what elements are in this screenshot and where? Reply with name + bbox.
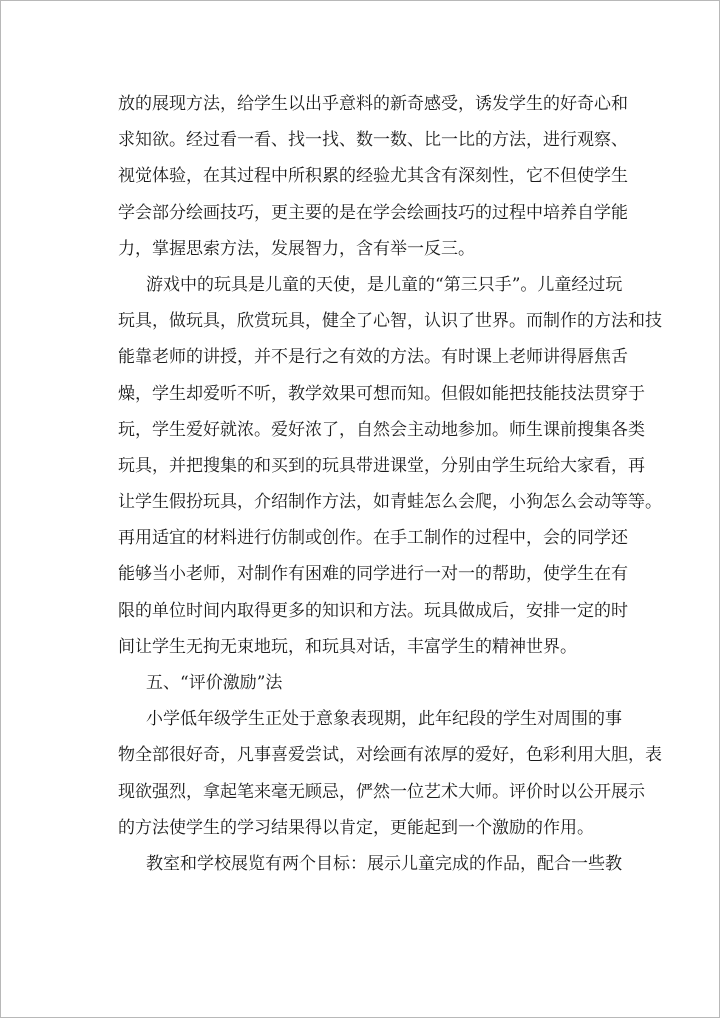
text-line: 再用适宜的材料进行仿制或创作。在手工制作的过程中，会的同学还 [118, 528, 628, 549]
paragraph-first-line: 小学低年级学生正处于意象表现期，此年纪段的学生对周围的事 [146, 709, 622, 730]
paragraph-first-line: 游戏中的玩具是儿童的天使，是儿童的“第三只手”。儿童经过玩 [146, 274, 623, 295]
text-line: 现欲强烈，拿起笔来毫无顾忌，俨然一位艺术大师。评价时以公开展示 [118, 781, 645, 802]
text-line: 让学生假扮玩具，介绍制作方法，如青蛙怎么会爬，小狗怎么会动等等。 [118, 492, 662, 513]
text-line: 能靠老师的讲授，并不是行之有效的方法。有时课上老师讲得唇焦舌 [118, 347, 628, 368]
text-line: 的方法使学生的学习结果得以肯定，更能起到一个激励的作用。 [118, 817, 594, 838]
text-line: 限的单位时间内取得更多的知识和方法。玩具做成后，安排一定的时 [118, 600, 628, 621]
text-line: 能够当小老师，对制作有困难的同学进行一对一的帮助，使学生在有 [118, 564, 628, 585]
text-line: 玩具，并把搜集的和买到的玩具带进课堂，分别由学生玩给大家看，再 [118, 455, 645, 476]
text-line: 力，掌握思索方法，发展智力，含有举一反三。 [118, 238, 475, 259]
document-body [118, 86, 662, 882]
text-line: 学会部分绘画技巧，更主要的是在学会绘画技巧的过程中培养自学能 [118, 202, 628, 223]
text-line: 玩，学生爱好就浓。爱好浓了，自然会主动地参加。师生课前搜集各类 [118, 419, 645, 440]
text-line: 视觉体验，在其过程中所积累的经验尤其含有深刻性，它不但使学生 [118, 166, 628, 187]
text-line: 放的展现方法，给学生以出乎意料的新奇感受，诱发学生的好奇心和 [118, 94, 628, 114]
text-line: 物全部很好奇，凡事喜爱尝试，对绘画有浓厚的爱好，色彩利用大胆，表 [118, 745, 662, 766]
text-line: 间让学生无拘无束地玩，和玩具对话，丰富学生的精神世界。 [118, 636, 577, 657]
text-line: 求知欲。经过看一看、找一找、数一数、比一比的方法，进行观察、 [118, 130, 628, 151]
text-line: 燥，学生却爱听不听，教学效果可想而知。但假如能把技能技法贯穿于 [118, 383, 645, 404]
section-heading: 五、“评价激励”法 [146, 673, 283, 693]
text-line: 玩具，做玩具，欣赏玩具，健全了心智，认识了世界。而制作的方法和技 [118, 311, 662, 332]
paragraph-first-line: 教室和学校展览有两个目标：展示儿童完成的作品，配合一些教 [146, 853, 622, 874]
